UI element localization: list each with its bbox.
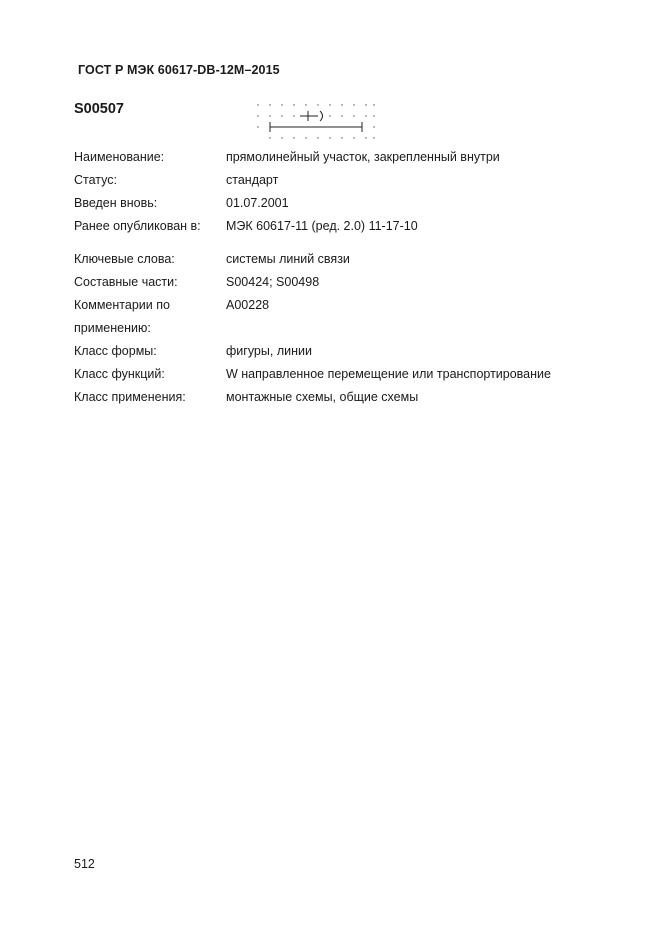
field-value: A00228 <box>226 298 270 312</box>
page-number: 512 <box>74 857 95 871</box>
fixed-straight-line-segment-icon <box>252 100 378 140</box>
symbol-graphic-svg <box>252 100 378 140</box>
field-label: Комментарии по <box>74 298 170 312</box>
field-label: Наименование: <box>74 150 165 164</box>
field-label: Статус: <box>74 173 117 187</box>
field-label: Составные части: <box>74 275 178 289</box>
field-label: Ключевые слова: <box>74 252 175 266</box>
symbol-strokes <box>270 111 362 132</box>
field-value: W направленное перемещение или транспортирование <box>226 367 551 381</box>
field-value: монтажные схемы, общие схемы <box>226 390 419 404</box>
fixing-arc <box>320 111 323 121</box>
field-value: фигуры, линии <box>226 344 312 358</box>
field-label: Класс функций: <box>74 367 165 381</box>
field-value: S00424; S00498 <box>226 275 320 289</box>
field-label: Введен вновь: <box>74 196 158 210</box>
document-header: ГОСТ Р МЭК 60617-DB-12M–2015 <box>78 63 280 77</box>
field-label: Класс формы: <box>74 344 157 358</box>
field-value: 01.07.2001 <box>226 196 289 210</box>
field-label: Ранее опубликован в: <box>74 219 201 233</box>
symbol-id: S00507 <box>74 101 124 117</box>
field-label: Класс применения: <box>74 390 186 404</box>
field-label: применению: <box>74 321 151 335</box>
field-value: прямолинейный участок, закрепленный внутри <box>226 150 500 164</box>
field-value: МЭК 60617-11 (ред. 2.0) 11-17-10 <box>226 219 418 233</box>
field-value: стандарт <box>226 173 279 187</box>
grid-dots <box>257 104 374 138</box>
field-value: системы линий связи <box>226 252 350 266</box>
